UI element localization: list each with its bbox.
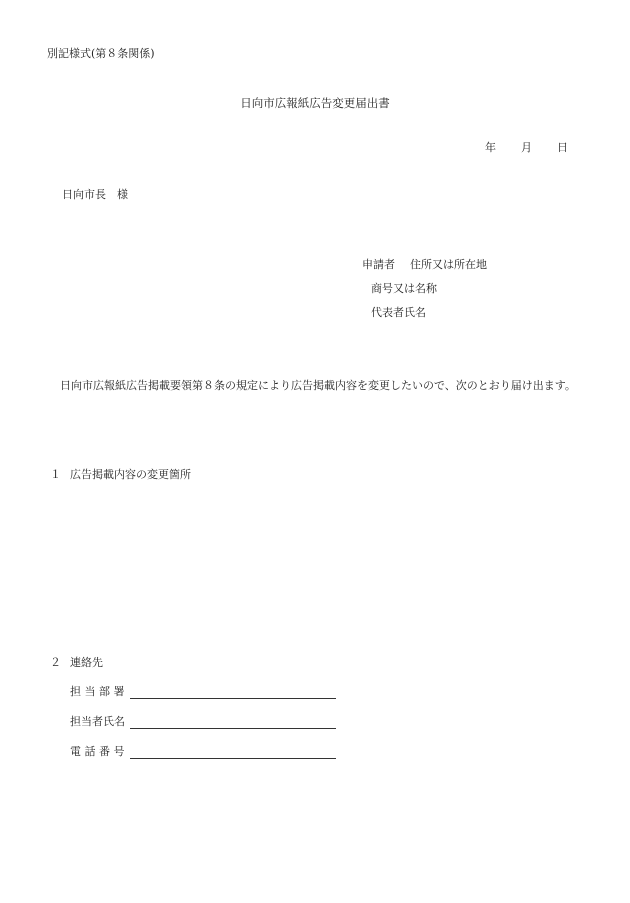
contact-department-line[interactable] [130,698,336,699]
contact-person-label: 担当者氏名 [70,715,125,728]
date-day-label: 日 [557,141,568,154]
section-2-number: ２ [50,656,61,669]
section-2-title: 連絡先 [70,656,103,669]
date-year-label: 年 [485,141,496,154]
date-month-label: 月 [521,141,532,154]
contact-person-line[interactable] [130,728,336,729]
applicant-address-label: 住所又は所在地 [410,258,487,271]
contact-phone-label: 電 話 番 号 [70,745,125,758]
section-1-number: １ [50,468,61,481]
applicant-representative-label: 代表者氏名 [371,306,426,319]
applicant-role-label: 申請者 [362,258,395,271]
section-1-title: 広告掲載内容の変更箇所 [70,468,191,481]
document-title: 日向市広報紙広告変更届出書 [240,96,390,110]
contact-department-label: 担 当 部 署 [70,685,125,698]
body-paragraph: 日向市広報紙広告掲載要領第８条の規定により広告掲載内容を変更したいので、次のとおり届け出ます。 [60,379,576,392]
form-label: 別記様式(第８条関係) [47,47,155,60]
addressee: 日向市長 様 [62,188,128,201]
contact-phone-line[interactable] [130,758,336,759]
applicant-name-label: 商号又は名称 [371,282,437,295]
